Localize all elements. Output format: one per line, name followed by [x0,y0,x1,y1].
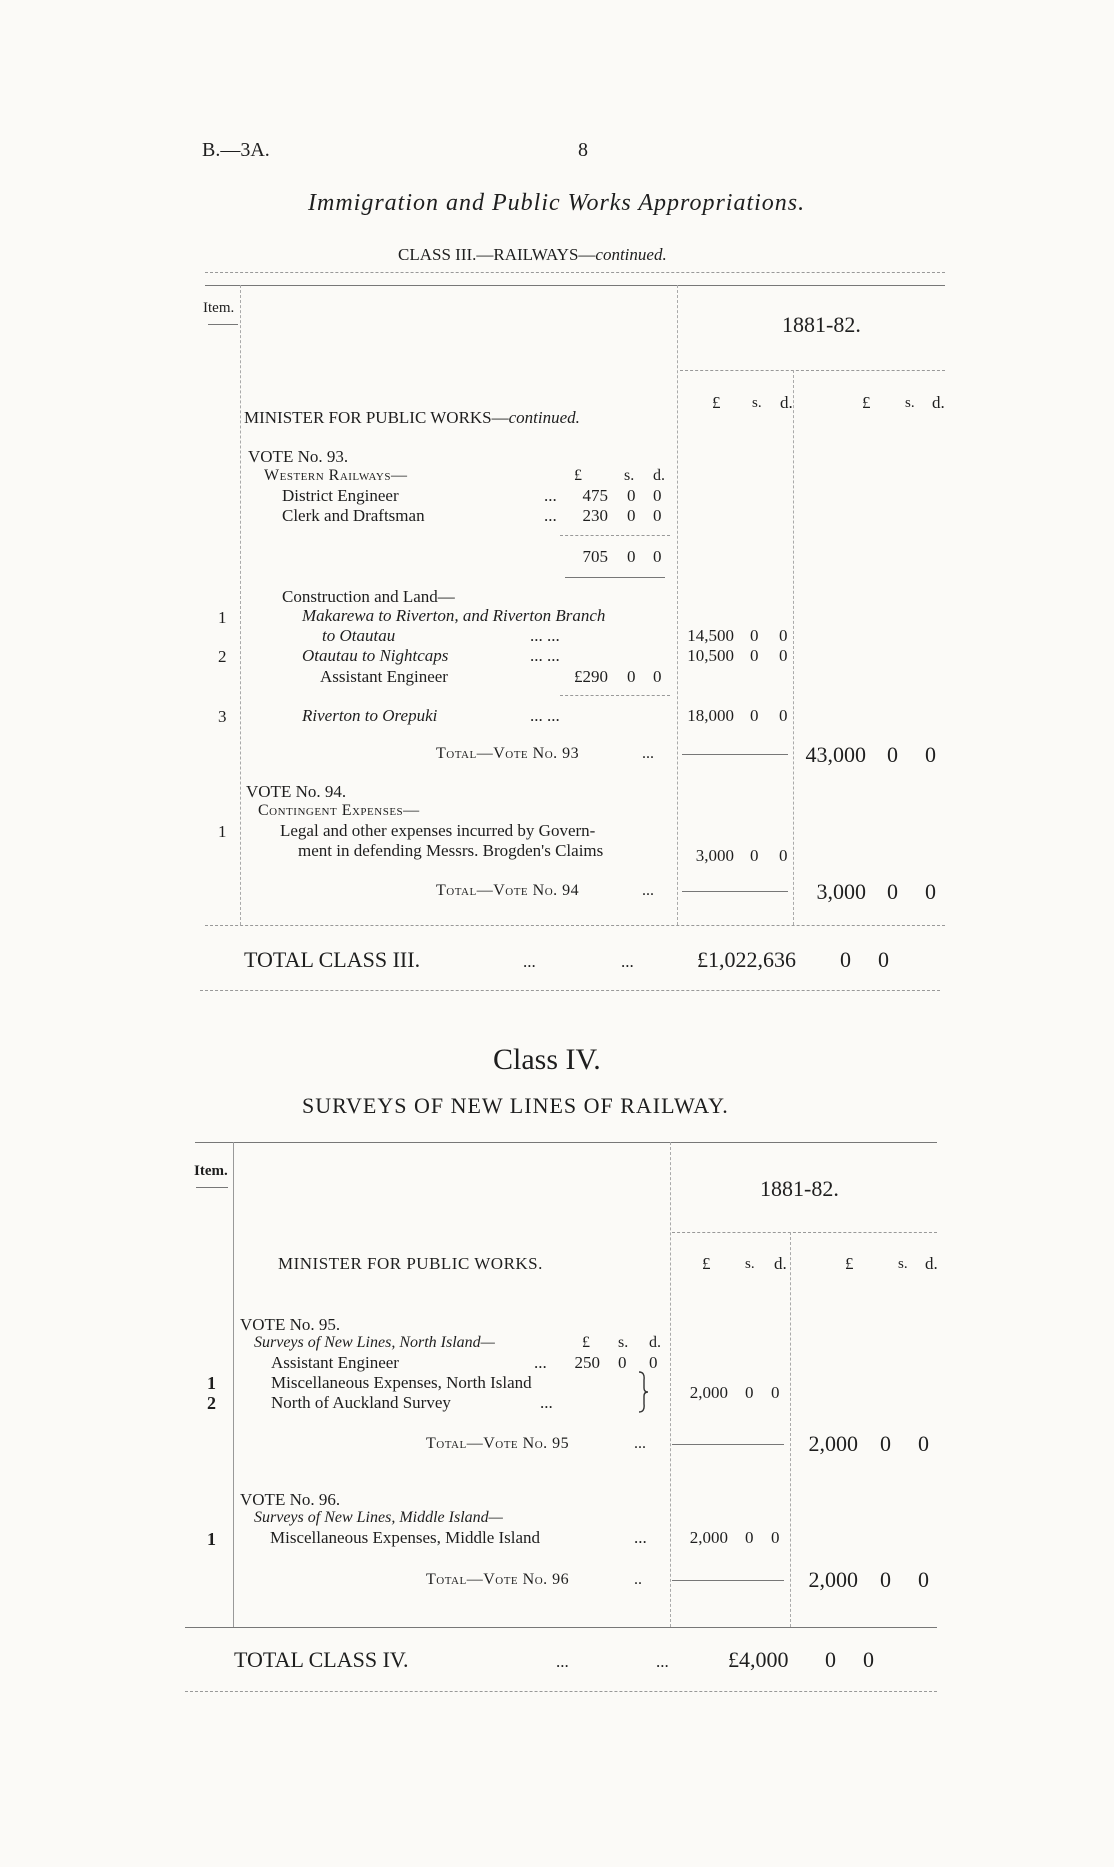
shillings-value: 0 [750,626,759,645]
class3-final-rule [200,990,940,991]
shilling-header: s. [624,467,635,484]
class3-bottom-rule [205,925,945,926]
line-item-label: North of Auckland Survey [271,1393,451,1412]
shillings-value: 0 [745,1528,754,1547]
vote96-total-pounds: 2,000 [808,1567,858,1592]
class3-item-column-header: Item. [203,300,235,316]
subtotal-rule [560,535,670,536]
shilling-header: s. [752,395,762,411]
class4-year-header: 1881-82. [760,1176,839,1201]
brace-icon [636,1370,650,1414]
class3-top-rule [205,272,945,273]
class4-bottom-rule [185,1627,937,1628]
pounds-value: 2,000 [689,1528,728,1547]
line-item-label-continued: ment in defending Messrs. Brogden's Claims [298,841,604,860]
leader-dots: ... [540,1393,553,1412]
line-item-label: Clerk and Draftsman [282,506,425,525]
pound-header: £ [702,1254,711,1273]
vote96-total-pence: 0 [918,1567,929,1592]
line-item-label: Assistant Engineer [320,667,448,686]
class4-amount-column-divider [670,1142,671,1627]
vote93-total-pence: 0 [925,742,936,767]
pounds-value: 475 [582,486,608,505]
vote95-total-pence: 0 [918,1431,929,1456]
vote94-total-shillings: 0 [887,879,898,904]
shillings-value: 0 [627,486,636,505]
item-number: 2 [207,1393,216,1413]
vote93-total-label: Total—Vote No. 93 [436,745,580,762]
line-item-label: Miscellaneous Expenses, Middle Island [270,1528,541,1547]
item-number: 1 [207,1529,216,1549]
item-number: 3 [218,707,227,726]
shillings-value: 0 [627,506,636,525]
line-item-label: Legal and other expenses incurred by Govern- [280,821,596,840]
leader-dots: ... [556,1652,569,1671]
vote94-title: VOTE No. 94. [246,782,347,801]
item-header-underline [208,324,238,325]
pound-header: £ [845,1254,854,1273]
pence-value: 0 [771,1383,780,1402]
leader-dots: ... [544,506,557,525]
leader-dots: ... [656,1652,669,1671]
class3-item-column-divider [240,285,241,925]
class3-year-rule [680,370,945,371]
class3-header-rule [205,285,945,286]
vote93-subheading: Western Railways— [264,467,408,484]
vote94-subheading: Contingent Expenses— [258,802,420,819]
line-item-label: Otautau to Nightcaps [302,646,449,665]
shilling-header: s. [898,1256,908,1272]
total-dash-rule [682,754,788,755]
item-number: 2 [218,647,227,666]
leader-dots: ... [642,882,654,899]
class3-total-pence: 0 [878,947,889,972]
class3-total-pounds: £1,022,636 [697,947,796,972]
leader-dots: ... [642,745,654,762]
class4-total-shillings: 0 [825,1647,836,1672]
class3-year-header: 1881-82. [782,312,861,337]
pence-header: d. [932,393,945,412]
class3-subamount-divider [793,370,794,925]
vote96-total-shillings: 0 [880,1567,891,1592]
class3-total-shillings: 0 [840,947,851,972]
subtotal-underline [565,577,665,578]
pounds-value: 10,500 [687,646,734,665]
line-item-label: Miscellaneous Expenses, North Island [271,1373,532,1392]
vote96-subheading: Surveys of New Lines, Middle Island— [254,1509,503,1526]
pence-value: 0 [771,1528,780,1547]
vote94-total-label: Total—Vote No. 94 [436,882,580,899]
leader-dots: ... [523,952,536,971]
leader-dots: ... ... [530,646,560,665]
vote95-subheading: Surveys of New Lines, North Island— [254,1334,495,1351]
total-dash-rule [672,1580,784,1581]
pence-value: 0 [653,486,662,505]
item-number: 1 [218,822,227,841]
pence-value: 0 [653,506,662,525]
class4-item-column-divider [233,1142,234,1627]
line-item-label-continued: to Otautau [322,626,396,645]
class3-minister-heading: MINISTER FOR PUBLIC WORKS—continued. [244,408,580,427]
class4-subheading: SURVEYS OF NEW LINES OF RAILWAY. [302,1093,729,1118]
pence-value: 0 [779,706,788,725]
pounds-value: 2,000 [689,1383,728,1402]
vote95-total-label: Total—Vote No. 95 [426,1435,570,1452]
shillings-value: 0 [750,846,759,865]
class3-total-label: TOTAL CLASS III. [244,947,421,972]
shillings-value: 0 [750,706,759,725]
pound-header: £ [712,393,721,412]
vote95-total-pounds: 2,000 [808,1431,858,1456]
pound-header: £ [862,393,871,412]
line-item-label: Assistant Engineer [271,1353,399,1372]
class4-heading: Class IV. [493,1043,601,1076]
page-number: 8 [578,139,588,161]
shillings-value: 0 [745,1383,754,1402]
vote96-title: VOTE No. 96. [240,1490,341,1509]
pence-value: 0 [653,667,662,686]
pounds-value: 18,000 [687,706,734,725]
pence-header: d. [780,393,793,412]
leader-dots: ... ... [530,706,560,725]
shilling-header: s. [905,395,915,411]
pence-header: d. [925,1254,938,1273]
leader-dots: ... [534,1353,547,1372]
construction-heading: Construction and Land— [282,587,455,606]
class3-heading: CLASS III.—RAILWAYS—continued. [398,245,667,264]
vote94-total-pence: 0 [925,879,936,904]
leader-dots: ... [634,1528,647,1547]
leader-dots: ... ... [530,626,560,645]
vote95-title: VOTE No. 95. [240,1315,341,1334]
pound-header: £ [574,467,582,484]
item-number: 1 [218,608,227,627]
subtotal-pounds: 705 [582,547,608,566]
leader-dots: ... [544,486,557,505]
subtotal-rule [560,695,670,696]
shillings-value: 0 [627,667,636,686]
class4-year-rule [672,1232,937,1233]
vote93-total-shillings: 0 [887,742,898,767]
pound-header: £ [582,1334,590,1351]
shilling-header: s. [745,1256,755,1272]
pounds-value: 3,000 [695,846,734,865]
class4-total-pence: 0 [863,1647,874,1672]
vote96-total-label: Total—Vote No. 96 [426,1571,570,1588]
vote93-title: VOTE No. 93. [248,447,349,466]
pence-value: 0 [779,646,788,665]
pence-value: 0 [779,626,788,645]
vote93-total-pounds: 43,000 [805,742,866,767]
pounds-value: 14,500 [687,626,734,645]
class3-amount-column-divider [677,285,678,925]
line-item-label: Riverton to Orepuki [302,706,438,725]
class4-total-pounds: £4,000 [728,1647,789,1672]
vote95-total-shillings: 0 [880,1431,891,1456]
line-item-label: District Engineer [282,486,399,505]
shillings-value: 0 [618,1353,627,1372]
shillings-value: 0 [750,646,759,665]
subtotal-shillings: 0 [627,547,636,566]
class4-total-label: TOTAL CLASS IV. [234,1647,409,1672]
pence-header: d. [774,1254,787,1273]
class4-minister-heading: MINISTER FOR PUBLIC WORKS. [278,1254,543,1273]
class4-final-rule [185,1691,937,1692]
pence-header: d. [649,1334,661,1351]
leader-dots: ... [634,1435,646,1452]
total-dash-rule [682,891,788,892]
pounds-value: 250 [574,1353,600,1372]
page-title: Immigration and Public Works Appropriations. [308,190,806,216]
class4-item-column-header: Item. [194,1163,228,1179]
item-number: 1 [207,1373,216,1393]
pence-value: 0 [779,846,788,865]
shilling-header: s. [618,1334,629,1351]
pounds-value: £290 [574,667,608,686]
class4-header-rule [195,1142,937,1143]
total-dash-rule [672,1444,784,1445]
document-reference: B.—3A. [202,139,270,161]
line-item-label: Makarewa to Riverton, and Riverton Branch [302,606,606,625]
pounds-value: 230 [582,506,608,525]
vote94-total-pounds: 3,000 [816,879,866,904]
item-header-underline [196,1187,228,1188]
leader-dots: .. [634,1571,642,1588]
subtotal-pence: 0 [653,547,662,566]
leader-dots: ... [621,952,634,971]
pence-value: 0 [649,1353,658,1372]
pence-header: d. [653,467,665,484]
